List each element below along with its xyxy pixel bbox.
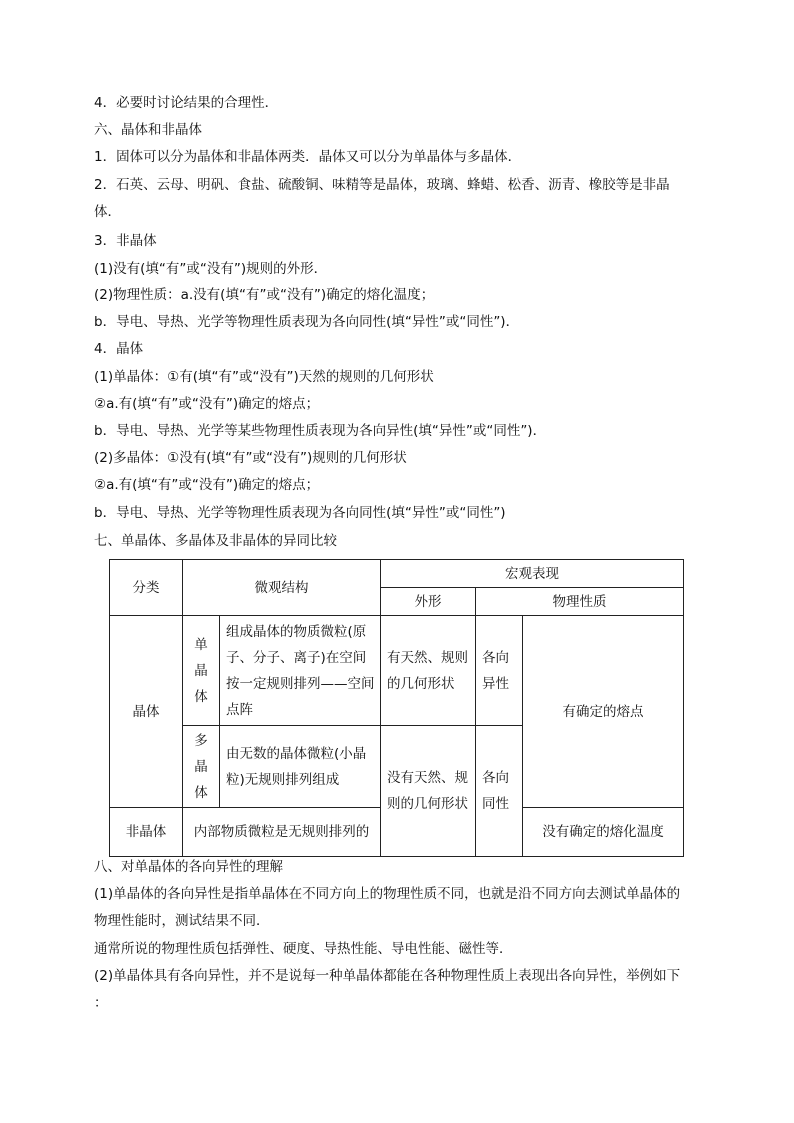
text-line: (2)单晶体具有各向异性，并不是说每一种单晶体都能在各种物理性质上表现出各向异性，举例如下 — [94, 968, 681, 984]
text-line: 体． — [94, 204, 121, 220]
comparison-table — [109, 559, 684, 857]
text-line: (2)物理性质：a.没有(填“有”或“没有”)确定的熔化温度； — [94, 287, 435, 303]
header-shape: 外形 — [381, 588, 476, 616]
poly-crystal-text: 多晶体 — [194, 732, 208, 801]
text-line: 通常所说的物理性质包括弹性、硬度、导热性能、导电性能、磁性等． — [94, 941, 513, 957]
header-physical-property: 物理性质 — [476, 588, 684, 616]
single-crystal-text: 单晶体 — [194, 636, 208, 705]
subheading: 3．非晶体 — [94, 233, 157, 249]
poly-amorphous-property: 各向同性 — [476, 726, 523, 857]
header-macro: 宏观表现 — [381, 560, 684, 588]
crystal-melting-point: 有确定的熔点 — [523, 616, 684, 808]
text-line: 物理性能时，测试结果不同． — [94, 913, 270, 929]
text-line: b．导电、导热、光学等某些物理性质表现为各向异性(填“异性”或“同性”)． — [94, 423, 547, 439]
text-line: (1)单晶体：①有(填“有”或“没有”)天然的规则的几何形状 — [94, 369, 434, 385]
subheading: 4．晶体 — [94, 341, 144, 357]
header-micro-structure: 微观结构 — [183, 560, 381, 616]
single-crystal-shape: 有天然、规则的几何形状 — [381, 616, 476, 726]
text-line: (2)多晶体：①没有(填“有”或“没有”)规则的几何形状 — [94, 450, 407, 466]
text-line: 4．必要时讨论结果的合理性． — [94, 95, 279, 111]
text-line: 2．石英、云母、明矾、食盐、硫酸铜、味精等是晶体，玻璃、蜂蜡、松香、沥青、橡胶等是非晶 — [94, 177, 670, 193]
section-heading: 七、单晶体、多晶体及非晶体的异同比较 — [94, 533, 337, 549]
text-line: ： — [94, 995, 108, 1011]
section-heading: 六、晶体和非晶体 — [94, 122, 202, 138]
poly-crystal-label — [183, 726, 220, 808]
text-line: b．导电、导热、光学等物理性质表现为各向同性(填“异性”或“同性”) — [94, 505, 506, 521]
row-crystal-label: 晶体 — [110, 616, 183, 808]
single-crystal-property: 各向异性 — [476, 616, 523, 726]
text-line: b．导电、导热、光学等物理性质表现为各向同性(填“异性”或“同性”)． — [94, 314, 520, 330]
poly-amorphous-shape: 没有天然、规则的几何形状 — [381, 726, 476, 857]
row-amorphous-label: 非晶体 — [110, 808, 183, 857]
amorphous-melting: 没有确定的熔化温度 — [523, 808, 684, 857]
amorphous-micro: 内部物质微粒是无规则排列的 — [183, 808, 381, 857]
single-crystal-micro: 组成晶体的物质微粒(原子、分子、离子)在空间按一定规则排列——空间点阵 — [220, 616, 381, 726]
header-category: 分类 — [110, 560, 183, 616]
text-line: (1)没有(填“有”或“没有”)规则的外形． — [94, 261, 328, 277]
text-line: ②a.有(填“有”或“没有”)确定的熔点； — [94, 396, 320, 412]
text-line: ②a.有(填“有”或“没有”)确定的熔点； — [94, 477, 320, 493]
text-line: (1)单晶体的各向异性是指单晶体在不同方向上的物理性质不同，也就是沿不同方向去测试单晶体的 — [94, 886, 681, 902]
section-heading: 八、对单晶体的各向异性的理解 — [94, 859, 283, 875]
text-line: 1．固体可以分为晶体和非晶体两类．晶体又可以分为单晶体与多晶体． — [94, 149, 522, 165]
poly-crystal-micro: 由无数的晶体微粒(小晶粒)无规则排列组成 — [220, 726, 381, 808]
single-crystal-label — [183, 616, 220, 726]
